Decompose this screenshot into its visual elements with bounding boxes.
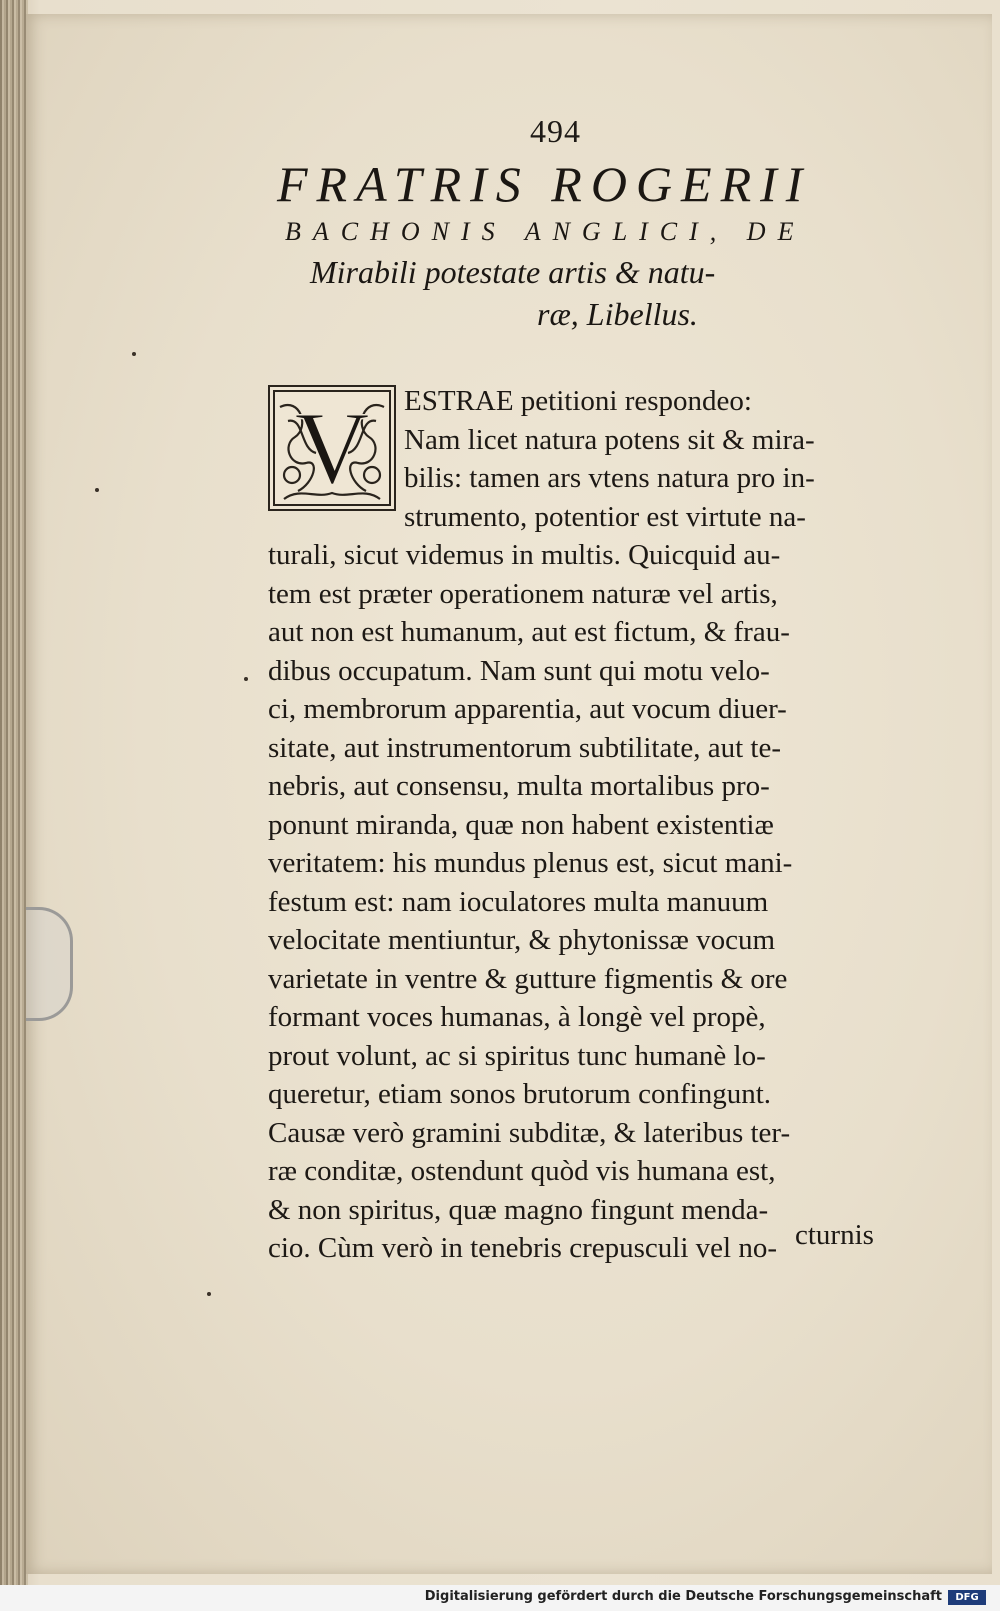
page-speck <box>95 488 99 492</box>
page-stack-edge <box>0 0 28 1585</box>
text-line: queretur, etiam sonos brutorum confingunt. <box>268 1078 772 1110</box>
title-line-2: BACHONIS ANGLICI, DE <box>285 217 806 246</box>
title-line-4: ræ, Libellus. <box>537 296 698 332</box>
page-number: 494 <box>530 113 581 149</box>
text-line: festum est: nam ioculatores multa manuum <box>268 885 769 918</box>
text-line: & non spiritus, quæ magno fingunt menda- <box>268 1193 769 1226</box>
title-line-1: FRATRIS ROGERII <box>277 156 812 212</box>
text-line: bilis: tamen ars vtens natura pro in- <box>404 462 815 494</box>
text-line: Nam licet natura potens sit & mira- <box>404 423 815 456</box>
text-line: cio. Cùm verò in tenebris crepusculi vel no- <box>268 1232 777 1264</box>
text-line: ræ conditæ, ostendunt quòd vis humana est, <box>268 1155 776 1187</box>
page-speck <box>132 352 136 356</box>
text-line: dibus occupatum. Nam sunt qui motu velo- <box>268 654 770 687</box>
text-line: prout volunt, ac si spiritus tunc humanè lo- <box>268 1039 766 1072</box>
text-line: ESTRAE petitioni respondeo: <box>404 385 752 417</box>
text-line: Causæ verò gramini subditæ, & lateribus ter- <box>268 1116 791 1149</box>
text-line: varietate in ventre & gutture figmentis & ore <box>268 962 788 995</box>
page-clip <box>26 907 73 1021</box>
page-speck <box>244 677 248 681</box>
text-line: velocitate mentiuntur, & phytonissæ vocum <box>268 924 776 956</box>
text-line: formant voces humanas, à longè vel propè, <box>268 1001 766 1033</box>
body-text <box>268 382 898 1268</box>
text-line: turali, sicut videmus in multis. Quicquid au- <box>268 539 781 571</box>
page-speck <box>207 1292 211 1296</box>
initial-letter: V <box>294 391 370 506</box>
text-line: ci, membrorum apparentia, aut vocum diuer- <box>268 693 787 725</box>
title-line-3: Mirabili potestate artis & natu- <box>310 254 716 290</box>
text-line: strumento, potentior est virtute na- <box>404 500 806 533</box>
dfg-logo: DFG <box>948 1590 986 1605</box>
text-line: ponunt miranda, quæ non habent existentiæ <box>268 808 774 841</box>
text-line: aut non est humanum, aut est fictum, & frau- <box>268 616 790 648</box>
catchword: cturnis <box>795 1219 874 1251</box>
text-line: nebris, aut consensu, multa mortalibus pro- <box>268 770 770 802</box>
footer-credit: Digitalisierung gefördert durch die Deutsche Forschungsgemeinschaft <box>424 1589 942 1604</box>
text-line: veritatem: his mundus plenus est, sicut mani- <box>268 847 793 879</box>
footer-bar <box>0 1585 1000 1611</box>
text-line: sitate, aut instrumentorum subtilitate, aut te- <box>268 731 782 764</box>
text-line: tem est præter operationem naturæ vel artis, <box>268 577 778 610</box>
